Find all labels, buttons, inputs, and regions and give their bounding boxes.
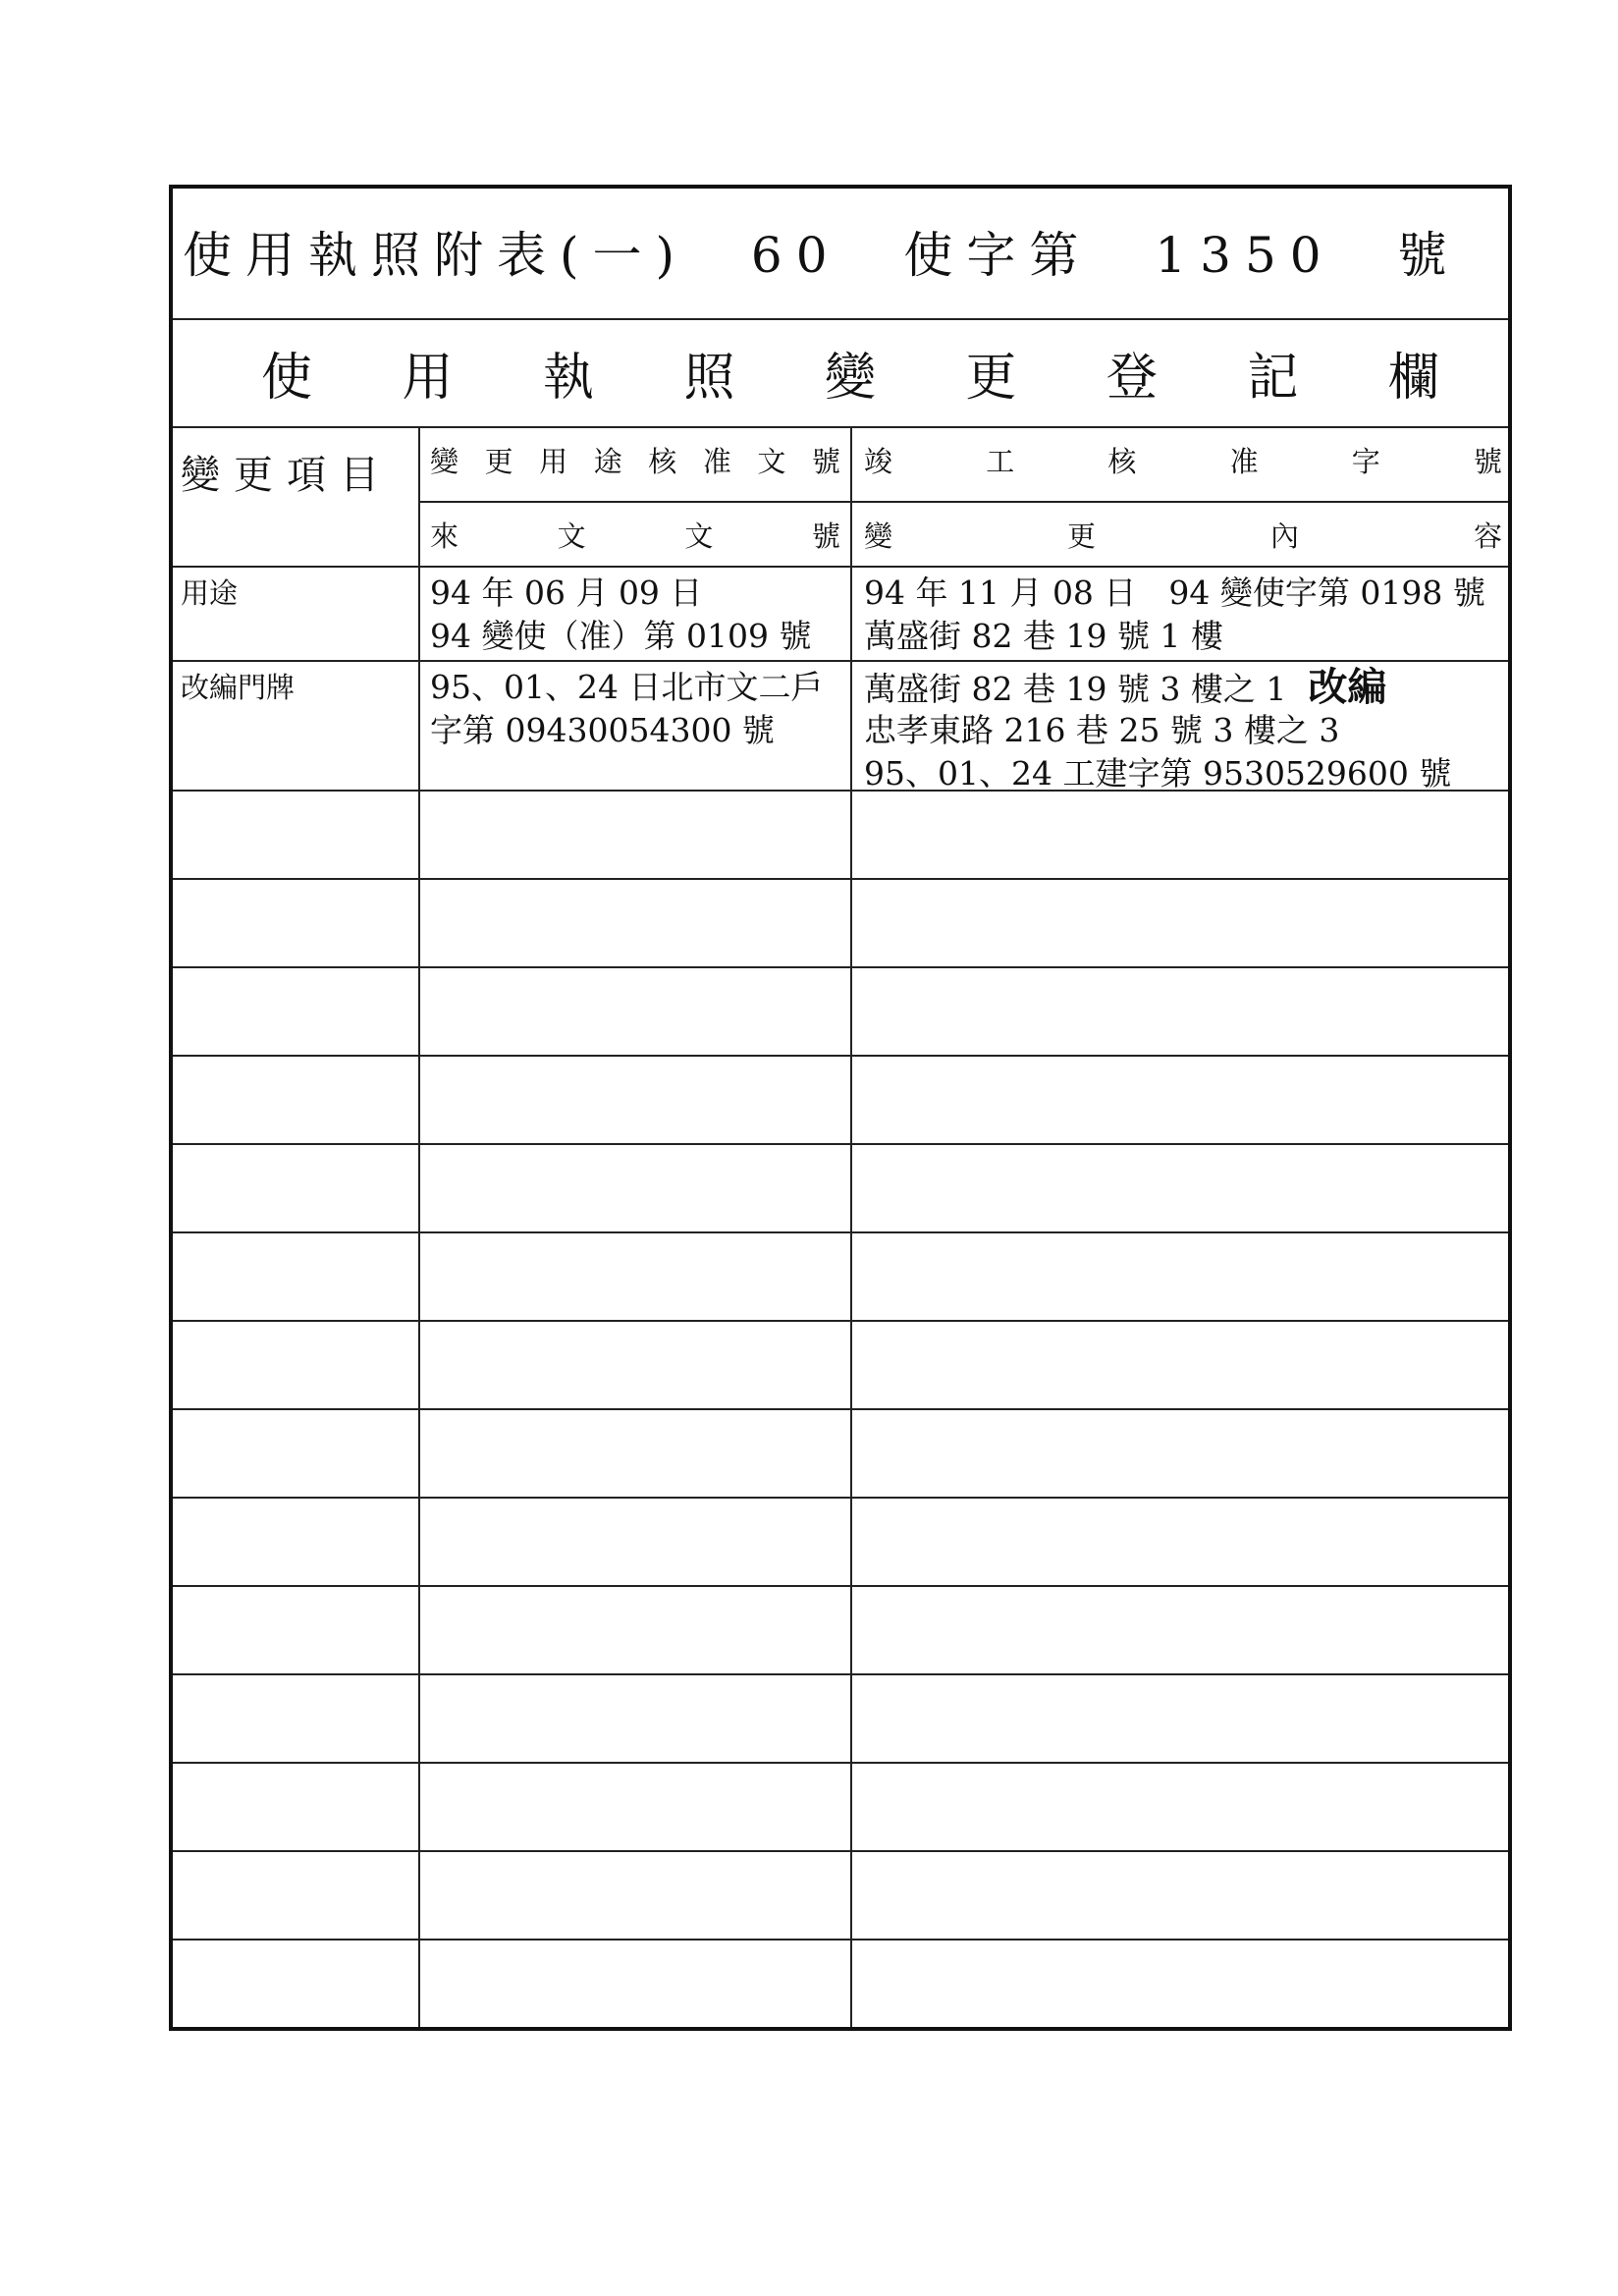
- heading-char: 用: [402, 348, 454, 408]
- col2-top-header: [430, 440, 840, 480]
- row-divider: [173, 1143, 1508, 1145]
- header-char: 更: [484, 445, 513, 478]
- row-divider: [173, 1497, 1508, 1499]
- header-char: 文: [557, 519, 586, 553]
- record-grid: [173, 426, 1508, 2027]
- header-char: 號: [811, 445, 840, 478]
- heading-char: 照: [683, 348, 735, 408]
- header-char: 准: [702, 445, 731, 478]
- column-divider: [850, 426, 852, 2027]
- renumber-stamp: 改編: [1308, 665, 1387, 710]
- row-doc-line: 94 變使（准）第 0109 號: [430, 617, 812, 655]
- row-content-text: 萬盛街 82 巷 19 號 3 樓之 1: [864, 670, 1287, 708]
- header-char: 來: [430, 519, 459, 553]
- heading-char: 欄: [1387, 348, 1439, 408]
- header-char: 用: [539, 445, 568, 478]
- header-char: 工: [986, 445, 1015, 478]
- header-char: 號: [811, 519, 840, 553]
- item-column-header: 變更項目: [181, 453, 393, 498]
- change-registration-form: [169, 185, 1512, 2031]
- header-char: 核: [648, 445, 677, 478]
- row-divider: [173, 1762, 1508, 1764]
- heading-char: 記: [1247, 348, 1299, 408]
- row-content-line: 95、01、24 工建字第 9530529600 號: [864, 754, 1452, 793]
- col3-bottom-header: [864, 515, 1502, 555]
- col2-bottom-header: [430, 515, 840, 555]
- header-char: 內: [1269, 519, 1299, 553]
- header-char: 號: [1473, 445, 1502, 478]
- header-char: 核: [1107, 445, 1137, 478]
- row-item-label: 用途: [181, 576, 239, 610]
- row-divider: [173, 1850, 1508, 1852]
- row-divider: [173, 1408, 1508, 1410]
- row-divider: [173, 1673, 1508, 1675]
- document-title: 使用執照附表(一) 60 使字第 1350 號: [183, 227, 1461, 284]
- header-char: 變: [430, 445, 459, 478]
- row-content-line: 忠孝東路 216 巷 25 號 3 樓之 3: [864, 711, 1340, 749]
- heading-char: 登: [1106, 348, 1158, 408]
- header-char: 變: [864, 519, 893, 553]
- section-heading: [173, 318, 1508, 428]
- heading-char: 使: [261, 348, 313, 408]
- row-divider: [173, 878, 1508, 880]
- row-divider: [173, 1939, 1508, 1941]
- header-char: 文: [757, 445, 786, 478]
- row-divider: [173, 566, 1508, 568]
- header-char: 容: [1473, 519, 1502, 553]
- row-item-label: 改編門牌: [181, 671, 296, 704]
- header-char: 竣: [864, 445, 893, 478]
- heading-char: 更: [965, 348, 1017, 408]
- header-divider: [418, 501, 1508, 503]
- header-char: 字: [1351, 445, 1380, 478]
- row-divider: [173, 966, 1508, 968]
- header-char: 更: [1066, 519, 1096, 553]
- row-content-line: 萬盛街 82 巷 19 號 1 樓: [864, 617, 1223, 655]
- row-doc-line: 字第 09430054300 號: [430, 711, 775, 749]
- row-divider: [173, 1055, 1508, 1057]
- row-divider: [173, 660, 1508, 662]
- row-doc-line: 95、01、24 日北市文二戶: [430, 668, 824, 706]
- row-content-line: [864, 666, 1386, 711]
- col3-top-header: [864, 440, 1502, 480]
- row-doc-line: 94 年 06 月 09 日: [430, 574, 703, 612]
- row-content-line: 94 年 11 月 08 日 94 變使字第 0198 號: [864, 574, 1485, 612]
- row-divider: [173, 1585, 1508, 1587]
- header-char: 文: [684, 519, 714, 553]
- header-char: 准: [1229, 445, 1259, 478]
- header-char: 途: [593, 445, 622, 478]
- column-divider: [418, 426, 420, 2027]
- heading-char: 執: [542, 348, 594, 408]
- row-divider: [173, 1231, 1508, 1233]
- title-row: [173, 189, 1508, 320]
- heading-char: 變: [824, 348, 876, 408]
- row-divider: [173, 1320, 1508, 1322]
